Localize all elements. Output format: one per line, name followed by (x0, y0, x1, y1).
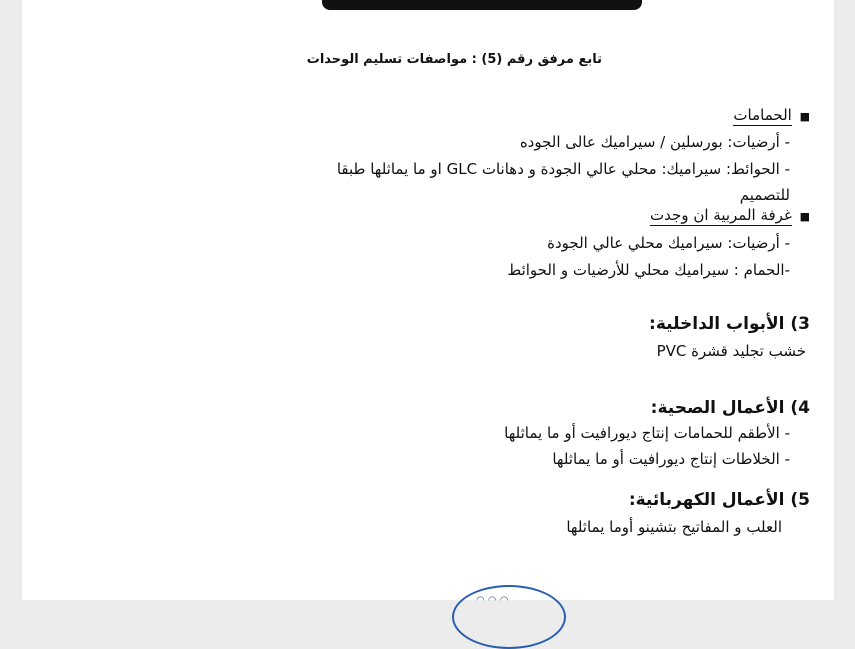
sanitary-works-item-sets: - الأطقم للحمامات إنتاج ديورافيت أو ما يماثلها (504, 424, 790, 442)
bathrooms-item-floors: - أرضيات: بورسلين / سيراميك عالى الجوده (519, 133, 790, 151)
bullet-icon: ■ (799, 210, 810, 223)
electrical-works-title: 5) الأعمال الكهربائية: (628, 490, 810, 510)
nanny-room-heading (650, 206, 810, 224)
attachment-header: تابع مرفق رقم (5) : مواصفات تسليم الوحدات (306, 52, 602, 67)
bathrooms-item-walls: - الحوائط: سيراميك: محلي عالي الجودة و دهانات GLC او ما يماثلها طبقا (336, 160, 790, 178)
top-header-mark (322, 0, 642, 10)
nanny-room-title: غرفة المربية ان وجدت (650, 206, 792, 224)
sanitary-works-title: 4) الأعمال الصحية: (650, 398, 810, 418)
bullet-icon: ■ (799, 110, 810, 123)
internal-doors-item: خشب تجليد قشرة PVC (656, 342, 806, 360)
document-page (22, 0, 834, 606)
stamp-seal-mark: ◠ ◠ ◠ (476, 595, 509, 606)
sanitary-works-item-mixers: - الخلاطات إنتاج ديورافيت أو ما يماثلها (552, 450, 790, 468)
stamp-seal (452, 585, 566, 649)
nanny-room-item-bathroom: -الحمام : سيراميك محلي للأرضيات و الحوائط (507, 261, 790, 279)
internal-doors-title: 3) الأبواب الداخلية: (649, 314, 810, 334)
electrical-works-item: العلب و المفاتيح بتشينو أوما يماثلها (566, 518, 782, 536)
bathrooms-title: الحمامات (733, 106, 792, 124)
nanny-room-item-floors: - أرضيات: سيراميك محلي عالي الجودة (547, 234, 790, 252)
bathrooms-heading (733, 106, 810, 124)
bathrooms-item-walls-cont: للتصميم (739, 186, 790, 204)
